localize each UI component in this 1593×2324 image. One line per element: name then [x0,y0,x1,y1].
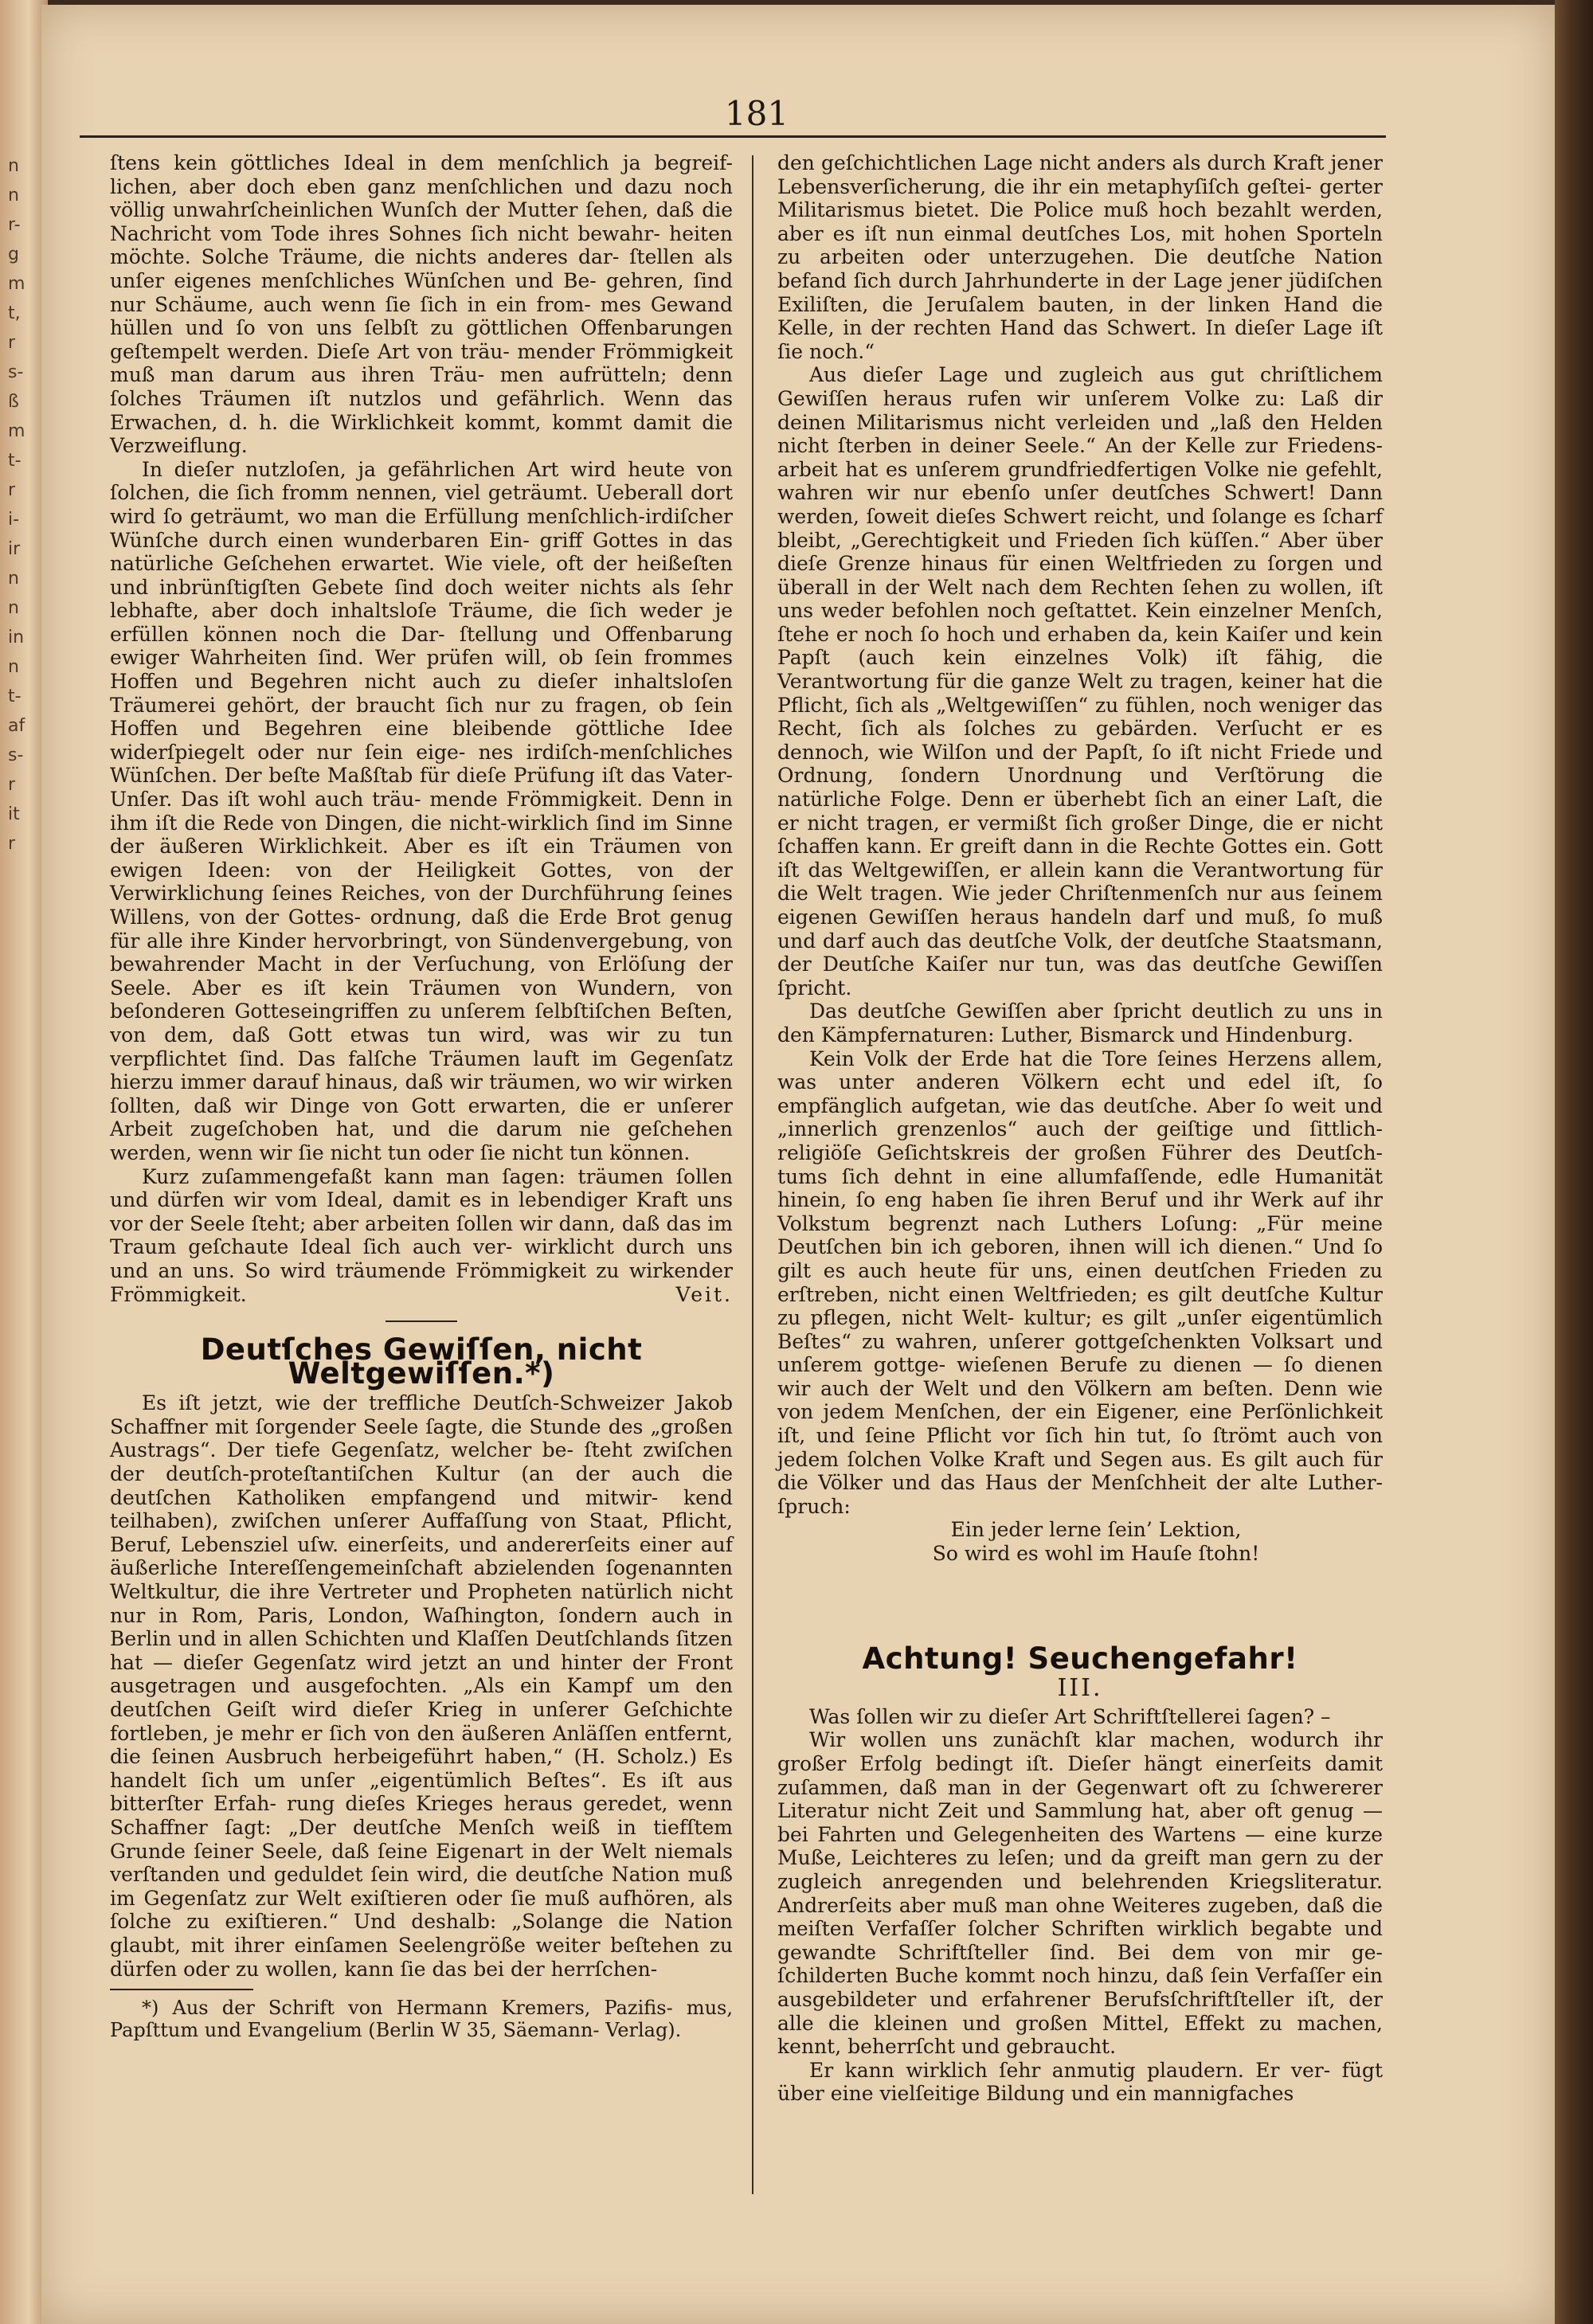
previous-page-edge [0,0,48,2324]
margin-fragments [0,151,48,859]
section-separator [386,1320,457,1322]
paragraph: Aus dieſer Lage und zugleich aus gut chriſtlichem Gewiſſen heraus rufen wir unſerem Volke zu: Laß dir deinen Militarismus nicht verleiden und „laß den Helden nicht ſterben in deiner Seele.“ An der Kelle zur Friedens- arbeit hat es unſerem grundfriedfertigen Volke nie gefehlt, wahren wir nur ebenſo unſer deutſches Schwert! Dann werden, ſoweit dieſes Schwert reicht, und ſolange es ſcharf bleibt, „Gerechtigkeit und Frieden ſich küſſen.“ Aber über dieſe Grenze hinaus für einen Weltfrieden zu ſorgen und überall in der Welt nach dem Rechten ſehen zu wollen, iſt uns weder befohlen noch geſtattet. Kein einzelner Menſch, ſtehe er noch ſo hoch und erhaben da, kein Kaiſer und kein Papſt (auch kein einzelnes Volk) iſt fähig, die Verantwortung für die ganze Welt zu tragen, keiner hat die Pflicht, ſich als „Weltgewiſſen“ zu fühlen, noch weniger das Recht, ſich als ſolches zu gebärden. Verſucht er es dennoch, wie Wilſon und der Papſt, ſo iſt nicht Friede und Ordnung, ſondern Unordnung und Verſtörung die natürliche Folge. Denn er überhebt ſich an einer Laſt, die er nicht tragen, er vermißt ſich großer Dinge, die er nicht ſchaffen kann. Er greift dann in die Rechte Gottes ein. Gott iſt das Weltgewiſſen, er allein kann die Verantwortung für die Welt tragen. Wie jeder Chriſtenmenſch nur aus ſeinem eigenen Gewiſſen heraus handeln darf und muß, ſo muß und darf auch das deutſche Volk, der deutſche Staatsmann, der Deutſche Kaiſer nur tun, was das deutſche Gewiſſen ſpricht. [777,363,1383,1000]
verse-line: Ein jeder lerne ſein’ Lektion, [950,1518,1242,1542]
margin-fragment: n [8,657,19,677]
author-signature: Veit. [675,1282,733,1306]
margin-fragment: i- [8,510,20,530]
margin-fragment: r [8,775,16,795]
footnote: *) Aus der Schrift von Hermann Kremers, Pazifis- mus, Papſttum und Evangelium (Berlin W 35, Säemann- Verlag). [110,1997,733,2042]
book-binding-edge [1555,0,1593,2324]
footnote-rule [110,1989,253,1990]
margin-fragment: t- [8,687,22,706]
margin-fragment: g [8,245,19,264]
margin-fragment: n [8,156,19,176]
margin-fragment: t- [8,451,22,471]
paragraph: ſtens kein göttliches Ideal in dem menſchlich ja begreif- lichen, aber doch eben ganz menſchlichen und dazu noch völlig unwahrſcheinlichen Wunſch der Mutter ſehen, daß die Nachricht vom Tode ihres Sohnes ſich nicht bewahr- heiten möchte. Solche Träume, die nichts anderes dar- ſtellen als unſer eigenes menſchliches Wünſchen und Be- gehren, ſind nur Schäume, auch wenn ſie ſich in ein from- mes Gewand hüllen und ſo von uns ſelbſt zu göttlichen Offenbarungen geſtempelt werden. Dieſe Art von träu- mender Frömmigkeit muß man darum aus ihren Träu- men aufrütteln; denn ſolches Träumen iſt nutzlos und gefährlich. Wenn das Erwachen, d. h. die Wirklichkeit kommt, kommt damit die Verzweiflung. [110,151,733,458]
paragraph: Er kann wirklich ſehr anmutig plaudern. Er ver- fügt über eine vielſeitige Bildung und ein mannigfaches [777,2058,1383,2106]
paragraph: Was ſollen wir zu dieſer Art Schriftſtellerei ſagen? – [809,1704,1331,1728]
margin-fragment: n [8,569,19,589]
margin-fragment: m [8,274,25,294]
margin-fragment: af [8,716,25,736]
paragraph: den geſchichtlichen Lage nicht anders als durch Kraft jener Lebensverſicherung, die ihr ein metaphyſiſch geſtei- gerter Militarismus bietet. Die Police muß hoch bezahlt werden, aber es iſt nun einmal deutſches Los, mit hohen Sporteln zu arbeiten oder unterzugehen. Die deutſche Nation befand ſich durch Jahrhunderte in der Lage jener jüdiſchen Exiliſten, die Jeruſalem bauten, in der linken Hand die Kelle, in der rechten Hand das Schwert. In dieſer Lage iſt ſie noch.“ [777,151,1383,363]
margin-fragment: r [8,333,16,353]
margin-fragment: n [8,186,19,205]
margin-fragment: r [8,834,16,854]
margin-fragment: ir [8,539,21,559]
verse [777,1518,1383,1565]
header-rule [80,135,1386,138]
margin-fragment: r- [8,215,21,235]
page-number: 181 [724,94,789,133]
paragraph: Es iſt jetzt, wie der treffliche Deutſch-Schweizer Jakob Schaffner mit ſorgender Seele ſagte, die Stunde des „großen Austrags“. Der tiefe Gegenſatz, welcher be- ſteht zwiſchen der deutſch-proteſtantiſchen Kultur (an der auch die deutſchen Katholiken empfangend und mitwir- kend teilhaben), zwiſchen unſerer Auffaſſung von Staat, Pflicht, Beruf, Lebensziel uſw. einerſeits, und andererſeits einer auf äußerliche Intereſſengemeinſchaft abzielenden ſogenannten Weltkultur, die ihre Vertreter und Propheten natürlich nicht nur in Rom, Paris, London, Waſhington, ſondern auch in Berlin und in allen Schichten und Klaſſen Deutſchlands ſitzen hat — dieſer Gegenſatz wird jetzt an und hinter der Front ausgetragen und ausgefochten. „Als ein Kampf um den deutſchen Geiſt wird dieſer Krieg in unſerer Geſchichte fortleben, je mehr er ſich von den äußeren Anläſſen entfernt, die ſeinen Ausbruch herbeigeführt haben,“ (H. Scholz.) Es handelt ſich um unſer „eigentümlich Beſtes“. Es iſt aus bitterſter Erfah- rung dieſes Krieges heraus geredet, wenn Schaffner ſagt: „Der deutſche Menſch weiß in tiefſtem Grunde ſeiner Seele, daß ſeine Eigenart in der Welt niemals verſtanden und geduldet ſein wird, die deutſche Nation muß im Gegenſatz zur Welt exiſtieren oder ſie muß aufhören, als ſolche zu exiſtieren.“ Und deshalb: „Solange die Nation glaubt, mit ihrer einſamen Seelengröße weiter beſtehen zu dürfen oder zu wollen, kann ſie das bei der herrſchen- [110,1391,733,1981]
paragraph-text: Kurz zuſammengefaßt kann man ſagen: träumen ſollen und dürfen wir vom Ideal, damit es in lebendiger Kraft uns vor der Seele ſteht; aber arbeiten ſollen wir dann, daß das im Traum geſchaute Ideal ſich auch ver- wirklicht durch uns und an uns. So wird träumende Frömmigkeit zu wirkender Frömmigkeit. [110,1164,733,1306]
paragraph: Wir wollen uns zunächſt klar machen, wodurch ihr großer Erfolg bedingt iſt. Dieſer hängt einerſeits damit zuſammen, daß man in der Gegenwart oft zu ſchwererer Literatur nicht Zeit und Sammlung hat, aber oft genug — bei Fahrten und Gelegenheiten des Wartens — eine kurze Muße, Leichteres zu leſen; und da greift man gern zu der zugleich anregenden und belehrenden Kriegsliteratur. Andrerſeits aber muß man ohne Weiteres zugeben, daß die meiſten Verfaſſer ſolcher Schriften wirklich begabte und gewandte Schriftſteller ſind. Bei dem von mir ge- ſchilderten Buche kommt noch hinzu, daß ſein Verfaſſer ein ausgebildeter und erfahrener Berufsſchriftſteller iſt, der alle die kleinen und großen Mittel, Effekt zu machen, kennt, beherrſcht und gebraucht. [777,1728,1383,2059]
paragraph: Kein Volk der Erde hat die Tore ſeines Herzens allem, was unter anderen Völkern echt und edel iſt, ſo empfänglich aufgetan, wie das deutſche. Aber ſo weit und „innerlich grenzenlos“ auch der geiſtige und ſittlich- religiöſe Geſichtskreis der großen Führer des Deutſch- tums ſich dehnt in eine allumfaſſende, edle Humanität hinein, ſo eng haben ſie ihren Beruf und ihr Werk auf ihr Volkstum begrenzt nach Luthers Loſung: „Für meine Deutſchen bin ich geboren, ihnen will ich dienen.“ Und ſo gilt es auch heute für uns, einen deutſchen Frieden zu erſtreben, nicht einen Weltfrieden; es gilt deutſche Kultur zu pflegen, nicht Welt- kultur; es gilt „unſer eigentümlich Beſtes“ zu wahren, unſerer gottgeſchenkten Volksart und unſerem gottge- wieſenen Berufe zu dienen — ſo dienen wir auch der Welt und den Völkern am beſten. Denn wie von jedem Menſchen, der ein Eigener, eine Perſönlichkeit iſt, und ſeine Pflicht vor ſich hin tut, ſo ſtrömt auch von jedem ſolchen Volke Kraft und Segen aus. Es gilt auch für die Völker und das Haus der Menſchheit der alte Luther- ſpruch: [777,1047,1383,1518]
margin-fragment: ß [8,392,19,412]
margin-fragment: t, [8,303,21,323]
margin-fragment: m [8,421,25,441]
margin-fragment: it [8,804,20,824]
article-title: Achtung! Seuchengefahr! [862,1641,1298,1676]
paragraph-with-signature [110,1165,733,1307]
verse-line: So wird es wohl im Hauſe ſtohn! [932,1542,1260,1566]
spacer [777,1566,1383,1634]
margin-fragment: s- [8,362,24,382]
article-part-number: III. [1057,1674,1103,1703]
margin-fragment: s- [8,745,24,765]
margin-fragment: in [8,628,25,648]
article-title: Deutſches Gewiſſen, nicht Weltgewiſſen.*) [200,1332,643,1391]
paragraph: In dieſer nutzloſen, ja gefährlichen Art wird heute von ſolchen, die ſich fromm nennen, viel geträumt. Ueberall dort wird ſo geträumt, wo man die Erfüllung menſchlich-irdiſcher Wünſche durch einen wunderbaren Ein- griff Gottes in das natürliche Geſchehen erwartet. Wie viele, oft der heißeſten und inbrünſtigſten Gebete ſind doch weiter nichts als ſehr lebhafte, aber doch inhaltsloſe Träume, die ſich weder je erfüllen können noch die Dar- ſtellung und Offenbarung ewiger Wahrheiten ſind. Wer prüfen will, ob ſein frommes Hoffen und Begehren nicht auch zu dieſer inhaltsloſen Träumerei gehört, der braucht ſich nur zu fragen, ob ſein Hoffen und Begehren eine bleibende göttliche Idee widerſpiegelt oder nur ſein eige- nes irdiſch-menſchliches Wünſchen. Der beſte Maßſtab für dieſe Prüfung iſt das Vater-Unſer. Das iſt wohl auch träu- mende Frömmigkeit. Denn in ihm iſt die Rede von Dingen, die nicht-wirklich ſind im Sinne der äußeren Wirklichkeit. Aber es iſt ein Träumen von ewigen Ideen: von der Heiligkeit Gottes, von der Verwirklichung ſeines Reiches, von der Durchführung ſeines Willens, von der Gottes- ordnung, daß die Erde Brot genug für alle ihre Kinder hervorbringt, von Sündenvergebung, von bewahrender Macht in der Verſuchung, von Erlöſung der Seele. Aber es iſt kein Träumen von Wundern, von beſonderen Gotteseingriffen zu unſerem ſelbſtiſchen Beſten, von dem, daß Gott etwas tun wird, was wir zu tun verpflichtet ſind. Das falſche Träumen lauft im Gegenſatz hierzu immer darauf hinaus, daß wir träumen, wo wir wirken ſollten, daß wir Dinge von Gott erwarten, die er unſerer Arbeit zugeſchoben hat, und die darum nie geſchehen werden, wenn wir ſie nicht tun oder ſie nicht tun können. [110,457,733,1164]
margin-fragment: r [8,480,16,500]
left-column [110,151,733,2041]
right-column [777,151,1383,2106]
margin-fragment: n [8,598,19,618]
column-divider [752,155,753,2194]
paragraph: Das deutſche Gewiſſen aber ſpricht deutlich zu uns in den Kämpfernaturen: Luther, Bismarck und Hindenburg. [777,1000,1383,1047]
